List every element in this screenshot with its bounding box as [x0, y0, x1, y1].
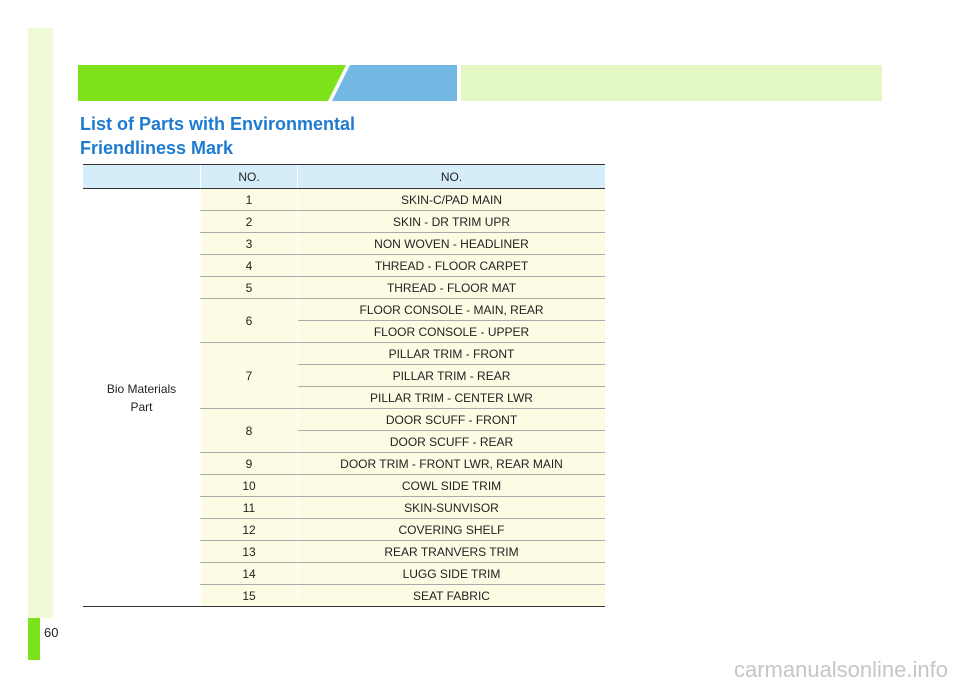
- section-title-line2: Friendliness Mark: [80, 138, 234, 158]
- part-name-cell: COVERING SHELF: [298, 519, 606, 541]
- part-name-cell: PILLAR TRIM - FRONT: [298, 343, 606, 365]
- parts-table-body: [83, 189, 605, 607]
- part-name-cell: FLOOR CONSOLE - MAIN, REAR: [298, 299, 606, 321]
- header-green-segment: [78, 65, 346, 101]
- part-name-cell: SEAT FABRIC: [298, 585, 606, 607]
- part-number-cell: 5: [201, 277, 298, 299]
- part-name-cell: COWL SIDE TRIM: [298, 475, 606, 497]
- part-name-cell: SKIN - DR TRIM UPR: [298, 211, 606, 233]
- part-number-cell: 7: [201, 343, 298, 409]
- part-name-cell: PILLAR TRIM - CENTER LWR: [298, 387, 606, 409]
- part-name-cell: DOOR SCUFF - FRONT: [298, 409, 606, 431]
- part-number-cell: 9: [201, 453, 298, 475]
- category-line1: Bio Materials: [106, 381, 177, 396]
- part-number-cell: 3: [201, 233, 298, 255]
- section-title-line1: List of Parts with Environmental: [80, 114, 356, 134]
- part-name-cell: THREAD - FLOOR MAT: [298, 277, 606, 299]
- watermark: carmanualsonline.info: [733, 657, 948, 682]
- table-row: [83, 189, 605, 211]
- part-number-cell: 12: [201, 519, 298, 541]
- section-title: [80, 112, 355, 160]
- part-name-cell: THREAD - FLOOR CARPET: [298, 255, 606, 277]
- page-number: 60: [44, 625, 59, 640]
- part-name-cell: DOOR TRIM - FRONT LWR, REAR MAIN: [298, 453, 606, 475]
- parts-table: [83, 164, 605, 607]
- page-side-strip: [28, 28, 53, 618]
- part-name-cell: SKIN-SUNVISOR: [298, 497, 606, 519]
- header-blue-segment: [332, 65, 457, 101]
- part-number-cell: 11: [201, 497, 298, 519]
- part-name-cell: SKIN-C/PAD MAIN: [298, 189, 606, 211]
- part-name-cell: DOOR SCUFF - REAR: [298, 431, 606, 453]
- header-cell-part: NO.: [298, 165, 606, 189]
- part-number-cell: 2: [201, 211, 298, 233]
- part-name-cell: REAR TRANVERS TRIM: [298, 541, 606, 563]
- part-number-cell: 8: [201, 409, 298, 453]
- category-cell: [83, 189, 201, 607]
- part-number-cell: 15: [201, 585, 298, 607]
- category-line2: Part: [130, 399, 153, 414]
- part-name-cell: LUGG SIDE TRIM: [298, 563, 606, 585]
- table-header-row: [83, 165, 605, 189]
- part-number-cell: 10: [201, 475, 298, 497]
- part-name-cell: FLOOR CONSOLE - UPPER: [298, 321, 606, 343]
- header-cell-no: NO.: [201, 165, 298, 189]
- part-number-cell: 6: [201, 299, 298, 343]
- part-number-cell: 13: [201, 541, 298, 563]
- part-name-cell: PILLAR TRIM - REAR: [298, 365, 606, 387]
- part-number-cell: 14: [201, 563, 298, 585]
- header-lightgreen-segment: [461, 65, 882, 101]
- part-name-cell: NON WOVEN - HEADLINER: [298, 233, 606, 255]
- section-header-bar: [78, 65, 882, 101]
- part-number-cell: 4: [201, 255, 298, 277]
- page-tab-marker: [28, 618, 40, 660]
- header-cell-category: [83, 165, 201, 189]
- part-number-cell: 1: [201, 189, 298, 211]
